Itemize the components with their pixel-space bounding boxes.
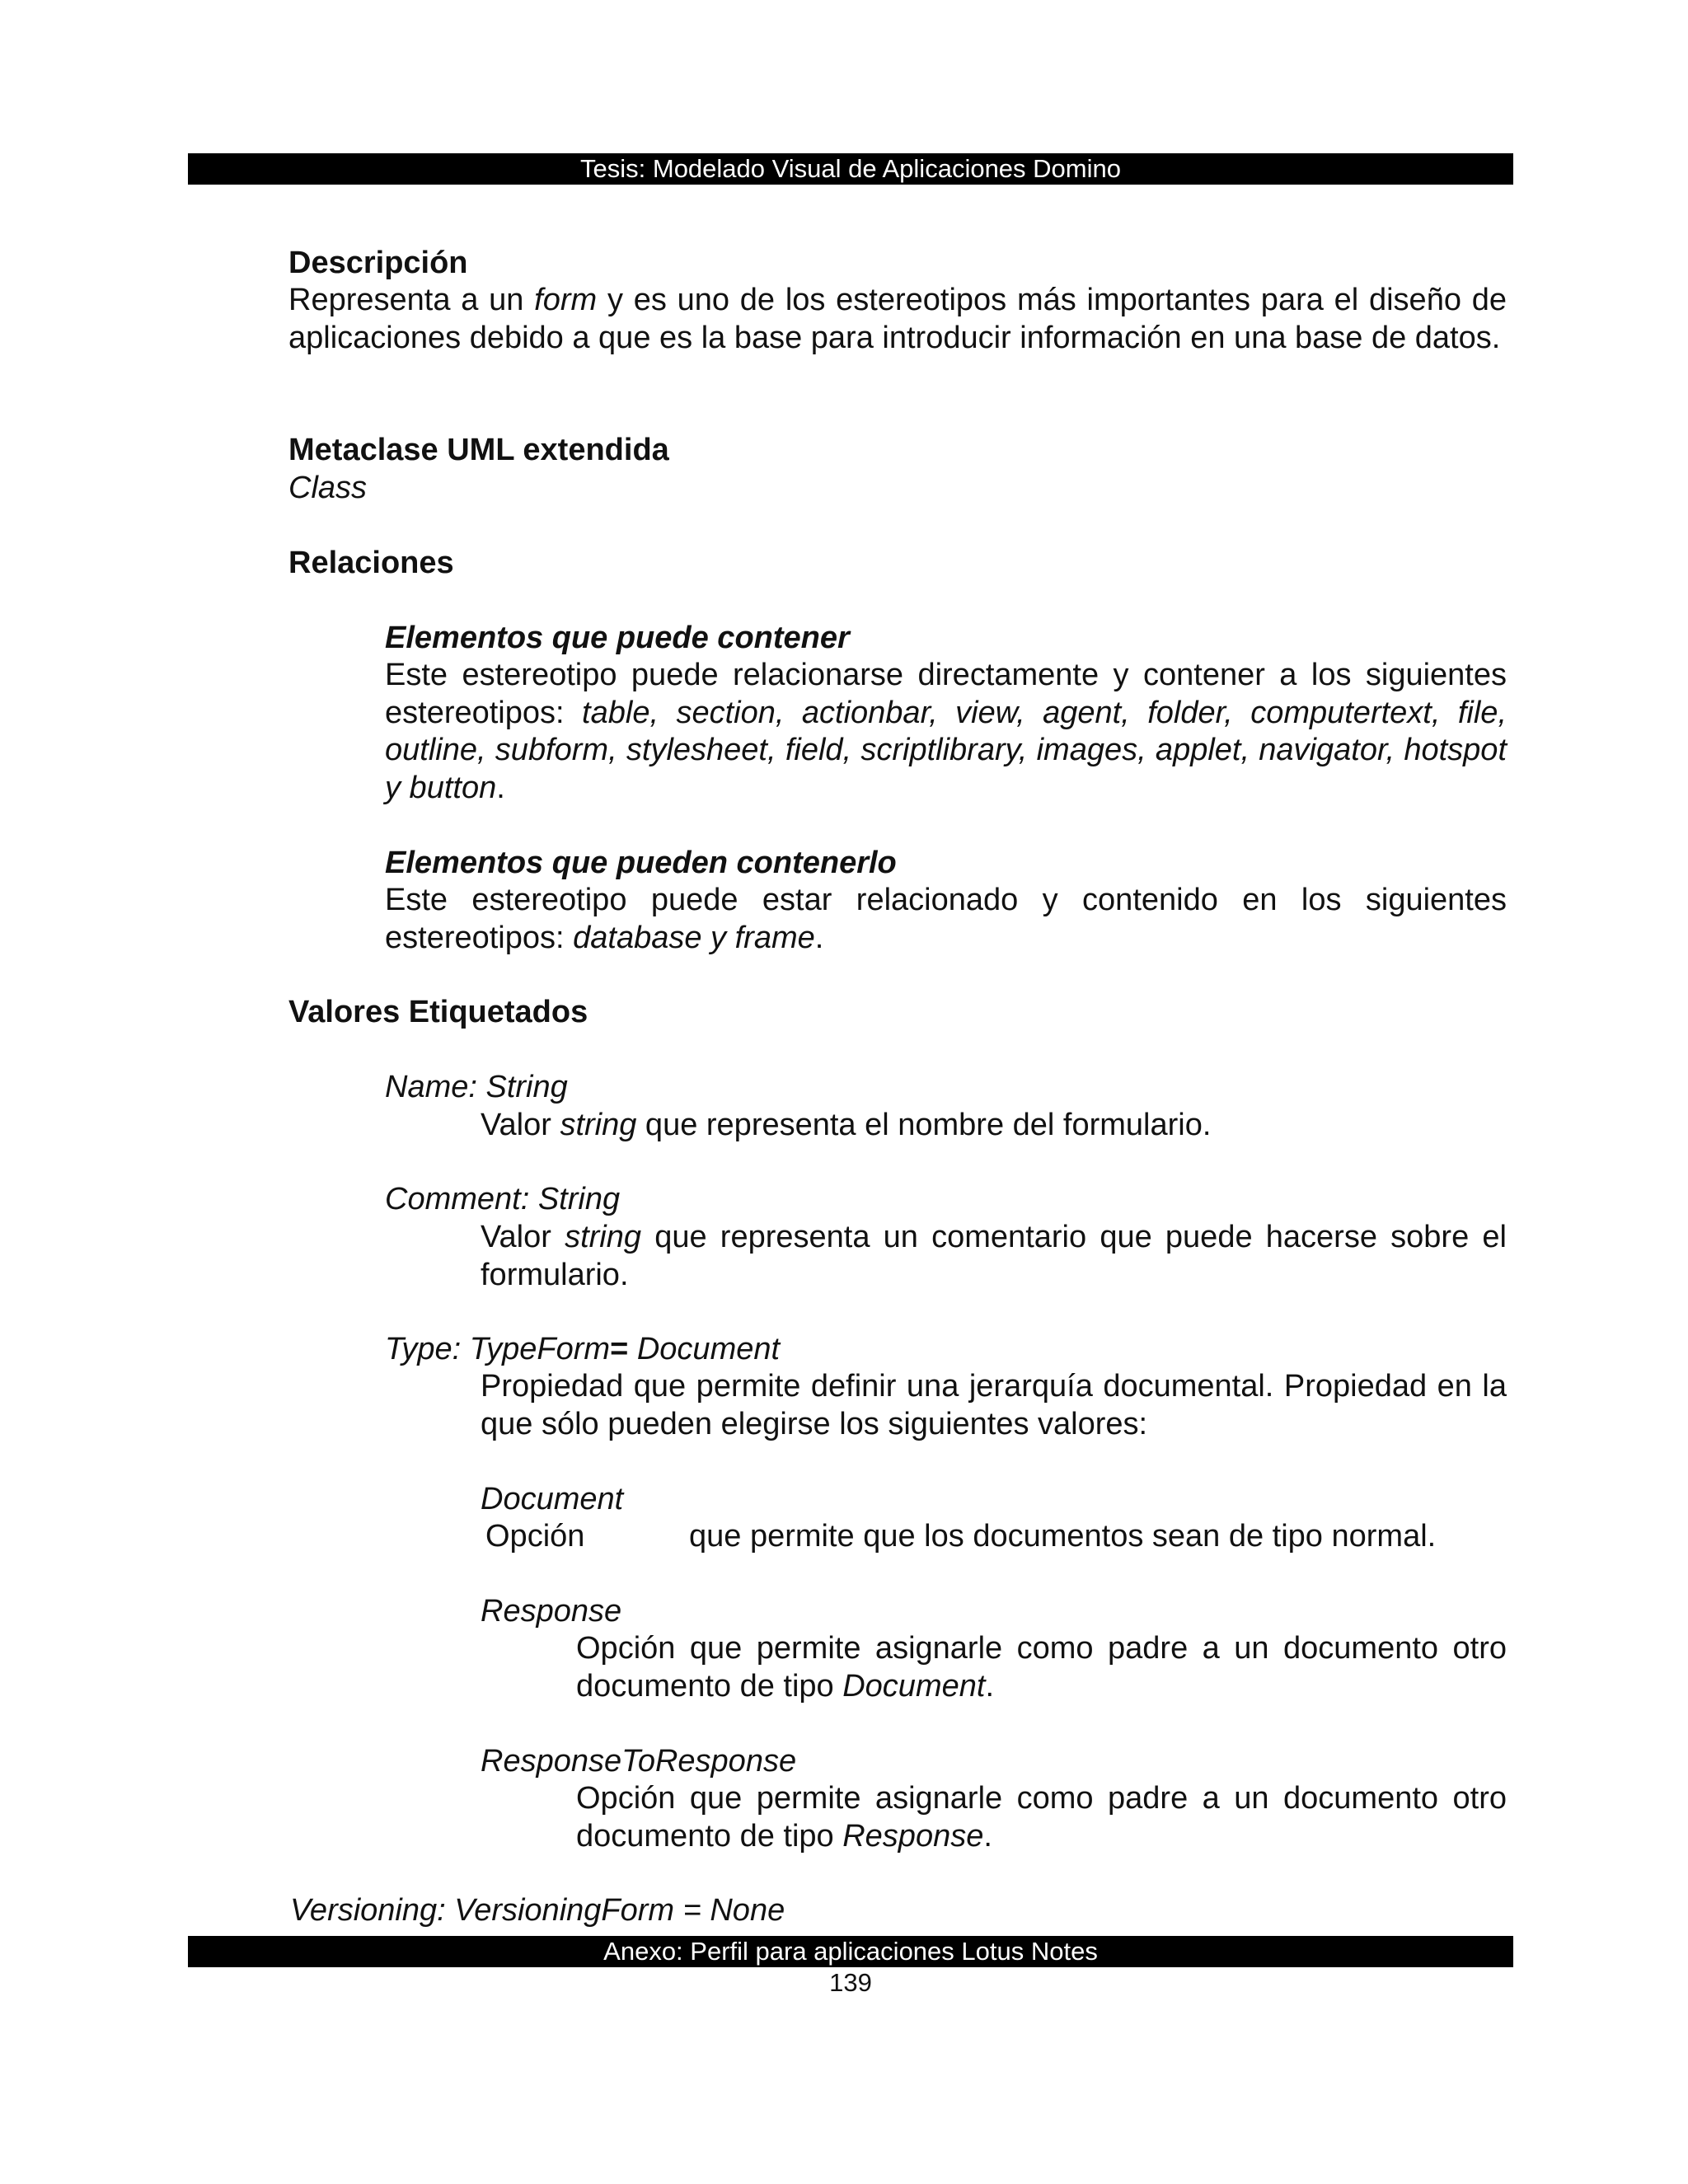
- contenerlo-paragraph: Este estereotipo puede estar relacionado y contenido en los siguientes estereotipos: database y frame.: [385, 883, 1507, 955]
- subheading-contenerlo: Elementos que pueden contenerlo: [385, 846, 897, 880]
- option-document-desc-b: que permite que los documentos sean de tipo normal.: [689, 1519, 1437, 1554]
- tag-comment-label: Comment: String: [385, 1182, 621, 1216]
- subheading-contener: Elementos que puede contener: [385, 621, 850, 655]
- page-number: 139: [829, 1968, 872, 1997]
- tag-comment-desc: Valor string que representa un comentario que puede hacerse sobre el formulario.: [481, 1220, 1507, 1292]
- section-heading-relaciones: Relaciones: [288, 546, 454, 580]
- descripcion-paragraph: Representa a un form y es uno de los estereotipos más importantes para el diseño de aplicaciones debido a que es la base para introducir información en una base de datos.: [288, 283, 1507, 355]
- tag-versioning-label: Versioning: VersioningForm = None: [290, 1893, 785, 1928]
- option-response-label: Response: [481, 1594, 622, 1629]
- section-heading-descripcion: Descripción: [288, 246, 468, 280]
- tag-name-desc: Valor string que representa el nombre del formulario.: [481, 1108, 1212, 1142]
- option-document-label: Document: [481, 1482, 624, 1516]
- contener-paragraph: Este estereotipo puede relacionarse directamente y contener a los siguientes estereotipos: table, section, actionbar, view, agent, folder, computertext, file, outline, subform, stylesheet, field, scriptlibrary, images, applet, navigator, hotspot y button.: [385, 658, 1507, 805]
- page-footer: Anexo: Perfil para aplicaciones Lotus Notes: [188, 1936, 1513, 1967]
- option-rtr-desc: Opción que permite asignarle como padre a un documento otro documento de tipo Response.: [576, 1781, 1507, 1854]
- page-header: Tesis: Modelado Visual de Aplicaciones Domino: [188, 153, 1513, 185]
- metaclase-value: Class: [288, 471, 368, 505]
- tag-name-label: Name: String: [385, 1070, 568, 1104]
- tag-type-desc: Propiedad que permite definir una jerarquía documental. Propiedad en la que sólo pueden elegirse los siguientes valores:: [481, 1369, 1507, 1441]
- section-heading-metaclase: Metaclase UML extendida: [288, 433, 669, 467]
- option-response-desc: Opción que permite asignarle como padre a un documento otro documento de tipo Document.: [576, 1631, 1507, 1704]
- section-heading-valores: Valores Etiquetados: [288, 995, 588, 1029]
- option-rtr-label: ResponseToResponse: [481, 1744, 797, 1779]
- tag-type-label: Type: TypeForm= Document: [385, 1332, 781, 1366]
- option-document-desc-a: Opción: [485, 1519, 585, 1554]
